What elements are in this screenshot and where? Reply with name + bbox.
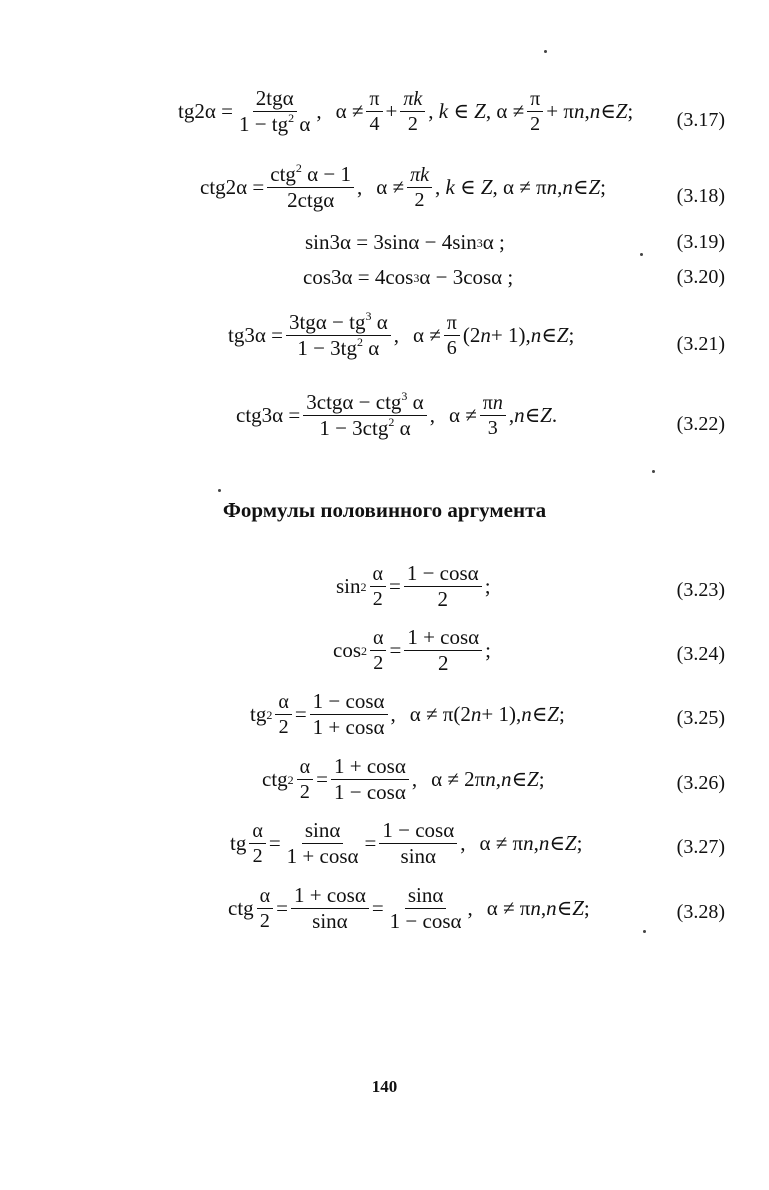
formula: tg $\frac{\alpha}{2}$ = $\frac{\sin\alpha}{1 + \cos\alpha}$ = $\frac{1 - \cos\alpha}{\sin\alpha}$ , α ≠ π n , n ∈ Z ; [230, 818, 583, 868]
formula: cos3α = 4cos 3 α − 3cosα ; [303, 265, 514, 289]
equation-number: (3.24) [676, 643, 725, 665]
formula: tg 2 $\frac{\alpha}{2}$ = $\frac{1 - \cos\alpha}{1 + \cos\alpha}$ , α ≠ π(2 n + 1), n ∈ Z ; [250, 689, 565, 739]
equation-number: (3.19) [676, 231, 725, 253]
scan-speck [544, 50, 547, 53]
formula: ctg2α = $\frac{ctg^2 \alpha - 1}{\text{2ctgα}}$ , α ≠ $\frac{\pi k}{2}$ , k ∈ Z , α ≠ π n , n ∈ Z ; [200, 161, 606, 212]
formula: tg2α = $\frac{\text{2tgα}}{1 - tg^2 \alpha}$ , α ≠ $\frac{\pi}{4}$ + $\frac{\pi k}{2}$ , k ∈ Z , α ≠ $\frac{\pi}{2}$ + π n , n ∈ Z ; [178, 86, 634, 136]
formula: cos 2 $\frac{\alpha}{2}$ = $\frac{1 + \cos\alpha}{2}$ ; [333, 625, 492, 675]
equation-number: (3.27) [676, 836, 725, 858]
scan-speck [643, 930, 646, 933]
equation-number: (3.26) [676, 772, 725, 794]
formula: ctg $\frac{\alpha}{2}$ = $\frac{1 + \cos\alpha}{\sin\alpha}$ = $\frac{\sin\alpha}{1 - \cos\alpha}$ , α ≠ π n , n ∈ Z ; [228, 883, 590, 933]
equation-number: (3.17) [676, 109, 725, 131]
equation-number: (3.18) [676, 185, 725, 207]
equation-number: (3.28) [676, 901, 725, 923]
formula: sin3α = 3sinα − 4sin 3 α ; [305, 230, 505, 254]
scan-speck [652, 470, 655, 473]
equation-number: (3.23) [676, 579, 725, 601]
equation-number: (3.21) [676, 333, 725, 355]
equation-number: (3.25) [676, 707, 725, 729]
scan-speck [640, 253, 643, 256]
section-heading: Формулы половинного аргумента [222, 498, 547, 522]
formula: sin 2 $\frac{\alpha}{2}$ = $\frac{1 - \cos\alpha}{2}$ ; [336, 561, 491, 611]
formula: ctg3α = $\frac{3ctg\alpha - ctg^3 \alpha}{1 - 3ctg^2 \alpha}$ , α ≠ $\frac{\pi n}{3}$ , n ∈ Z . [236, 389, 558, 440]
formula: ctg 2 $\frac{\alpha}{2}$ = $\frac{1 + \cos\alpha}{1 - \cos\alpha}$ , α ≠ 2π n , n ∈ Z ; [262, 754, 545, 804]
formula: tg3α = $\frac{3tg\alpha - tg^3 \alpha}{1 - 3tg^2 \alpha}$ , α ≠ $\frac{\pi}{6}$ (2 n + 1), n ∈ Z ; [228, 309, 575, 360]
page-number: 140 [371, 1077, 398, 1096]
scan-speck [218, 489, 221, 492]
equation-number: (3.22) [676, 413, 725, 435]
equation-number: (3.20) [676, 266, 725, 288]
